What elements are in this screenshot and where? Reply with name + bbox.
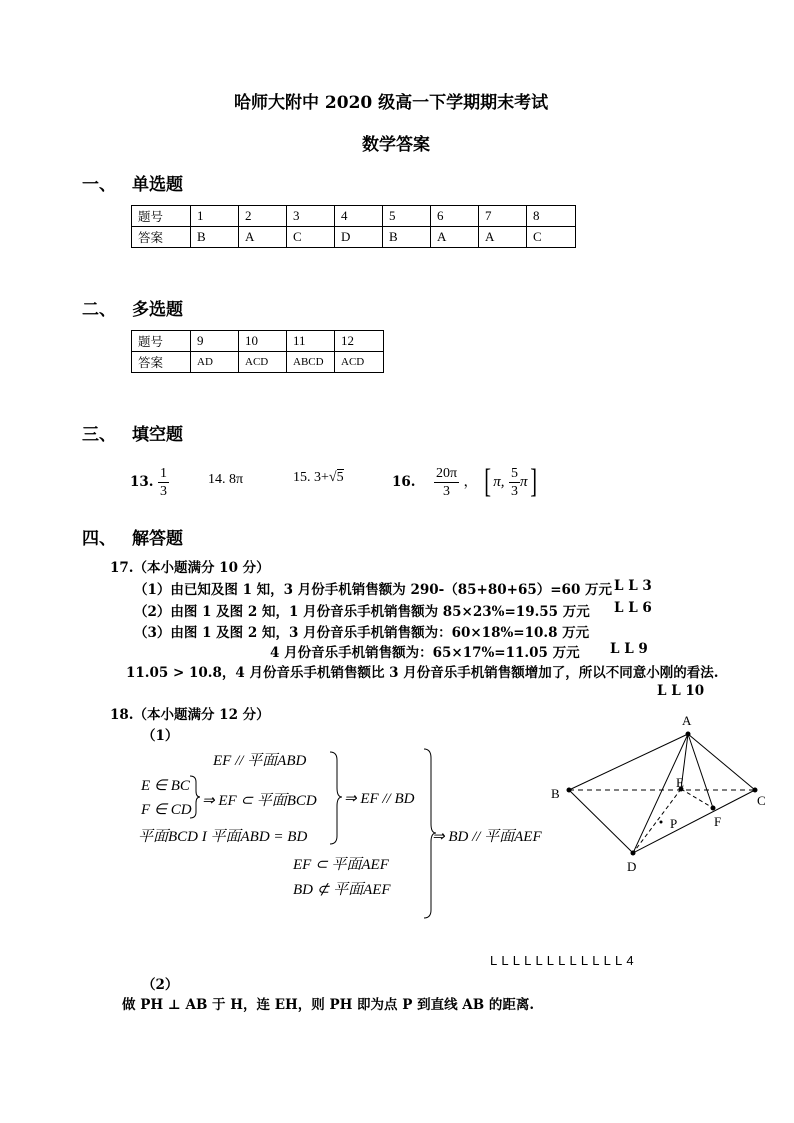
point-f	[711, 806, 716, 811]
table-head-number: 题号	[132, 331, 191, 352]
point-p	[660, 821, 663, 824]
table-head-answer: 答案	[132, 227, 191, 248]
section-title-single-choice: 单选题	[132, 175, 183, 195]
table-cell: 11	[287, 331, 335, 352]
proof-e-in-bc: E ∈ BC	[141, 778, 190, 794]
table-cell: ACD	[239, 352, 287, 373]
q17-line-1: （1）由已知及图 1 知，3 月份手机销售额为 290-（85+80+65）=60 万元	[134, 582, 613, 598]
table-cell: D	[335, 227, 383, 248]
label-f: F	[714, 814, 722, 829]
edge-bd	[569, 790, 633, 853]
table-cell: 9	[191, 331, 239, 352]
point-a	[686, 732, 691, 737]
table-cell: A	[239, 227, 287, 248]
brace-large	[424, 749, 436, 918]
table-cell: AD	[191, 352, 239, 373]
q16-interval-left: π,	[493, 474, 505, 490]
section-title-solutions: 解答题	[132, 529, 183, 549]
proof-ef-parallel-bd: ⇒ EF // BD	[344, 791, 415, 807]
label-c: C	[757, 793, 766, 808]
label-b: B	[551, 786, 560, 801]
table-cell: C	[287, 227, 335, 248]
table-cell: 10	[239, 331, 287, 352]
table-cell: 6	[431, 206, 479, 227]
point-b	[567, 788, 572, 793]
page-title: 哈师大附中 2020 级高一下学期期末考试	[234, 93, 549, 113]
section-number-2: 二、	[82, 300, 116, 320]
table-cell: 4	[335, 206, 383, 227]
proof-ef-subset-plane-bcd: ⇒ EF ⊂ 平面BCD	[202, 793, 317, 809]
q16-denominator: 3	[442, 483, 450, 499]
q16-interval-right: π	[519, 474, 528, 490]
edge-ac	[688, 734, 755, 790]
edge-ef	[681, 789, 713, 808]
label-p: P	[670, 816, 678, 831]
q16-separator: ，	[463, 474, 478, 490]
table-head-answer: 答案	[132, 352, 191, 373]
proof-f-in-cd: F ∈ CD	[141, 802, 192, 818]
table-cell: 12	[335, 331, 384, 352]
table-cell: 7	[479, 206, 527, 227]
table-cell: A	[431, 227, 479, 248]
q17-line-3: （3）由图 1 及图 2 知，3 月份音乐手机销售额为：60×18%=10.8 万元	[134, 625, 590, 641]
proof-conclusion: ⇒ BD // 平面AEF	[432, 829, 542, 845]
q17-score-4: L L 10	[657, 683, 705, 699]
q13-label: 13.	[130, 474, 154, 490]
section-title-fill-in: 填空题	[132, 425, 183, 445]
q18-title: 18.（本小题满分 12 分）	[110, 707, 270, 723]
brace-small	[190, 776, 200, 818]
section-number-3: 三、	[82, 425, 116, 445]
q18-score-1: L L L L L L L L L L L L 4	[490, 953, 635, 968]
q15-radicand: 5	[336, 470, 344, 485]
table-cell: B	[191, 227, 239, 248]
q13-denominator: 3	[159, 483, 167, 499]
section-number-1: 一、	[82, 175, 116, 195]
left-bracket: [	[484, 463, 491, 500]
table-cell: ABCD	[287, 352, 335, 373]
q17-score-1: L L 3	[614, 578, 652, 594]
proof-ef-parallel-plane-abd: EF // 平面ABD	[213, 753, 307, 769]
table-cell: 2	[239, 206, 287, 227]
label-a: A	[682, 713, 692, 728]
q18-part-2-text: 做 PH ⊥ AB 于 H，连 EH，则 PH 即为点 P 到直线 AB 的距离.	[122, 997, 535, 1013]
q15-label: 15. 3+	[293, 470, 329, 485]
q16-interval-denominator: 3	[510, 483, 518, 499]
proof-bd-not-subset-plane-aef: BD ⊄ 平面AEF	[293, 882, 391, 898]
proof-planes-intersect: 平面BCD I 平面ABD = BD	[138, 829, 308, 845]
table-head-number: 题号	[132, 206, 191, 227]
point-c	[753, 788, 758, 793]
table-cell: C	[527, 227, 576, 248]
q14-answer: 14. 8π	[208, 472, 244, 487]
q18-part-1-label: （1）	[142, 728, 179, 744]
section-number-4: 四、	[82, 529, 116, 549]
point-d	[631, 851, 636, 856]
right-bracket: ]	[529, 463, 537, 500]
label-d: D	[627, 859, 637, 874]
q17-line-4: 4 月份音乐手机销售额为：65×17%=11.05 万元	[270, 645, 580, 661]
q17-line-5: 11.05 > 10.8，4 月份音乐手机销售额比 3 月份音乐手机销售额增加了，所以不同意小刚的看法.	[126, 665, 719, 681]
edge-cd	[633, 790, 755, 853]
q13-numerator: 1	[159, 465, 167, 481]
section-title-multiple-choice: 多选题	[132, 300, 183, 320]
page-subtitle: 数学答案	[362, 135, 430, 155]
q17-score-2: L L 6	[614, 600, 652, 616]
edge-af	[688, 734, 713, 808]
table-cell: 3	[287, 206, 335, 227]
tetrahedron-figure	[540, 710, 780, 880]
q17-score-3: L L 9	[610, 641, 648, 657]
q17-title: 17.（本小题满分 10 分）	[110, 560, 270, 576]
table-cell: 8	[527, 206, 576, 227]
table-cell: 1	[191, 206, 239, 227]
table-cell: A	[479, 227, 527, 248]
edge-ab	[569, 734, 688, 790]
brace-middle	[330, 752, 342, 844]
q18-part-2-label: （2）	[142, 977, 179, 993]
q17-line-2: （2）由图 1 及图 2 知，1 月份音乐手机销售额为 85×23%=19.55 万元	[134, 604, 590, 620]
q16-numerator: 20π	[435, 465, 458, 481]
edge-ad	[633, 734, 688, 853]
label-e: E	[676, 775, 684, 790]
proof-ef-subset-plane-aef: EF ⊂ 平面AEF	[293, 857, 389, 873]
table-cell: B	[383, 227, 431, 248]
q16-label: 16.	[392, 474, 416, 490]
sqrt-symbol: √	[328, 470, 337, 485]
table-cell: 5	[383, 206, 431, 227]
q16-interval-numerator: 5	[510, 465, 518, 481]
table-cell: ACD	[335, 352, 384, 373]
